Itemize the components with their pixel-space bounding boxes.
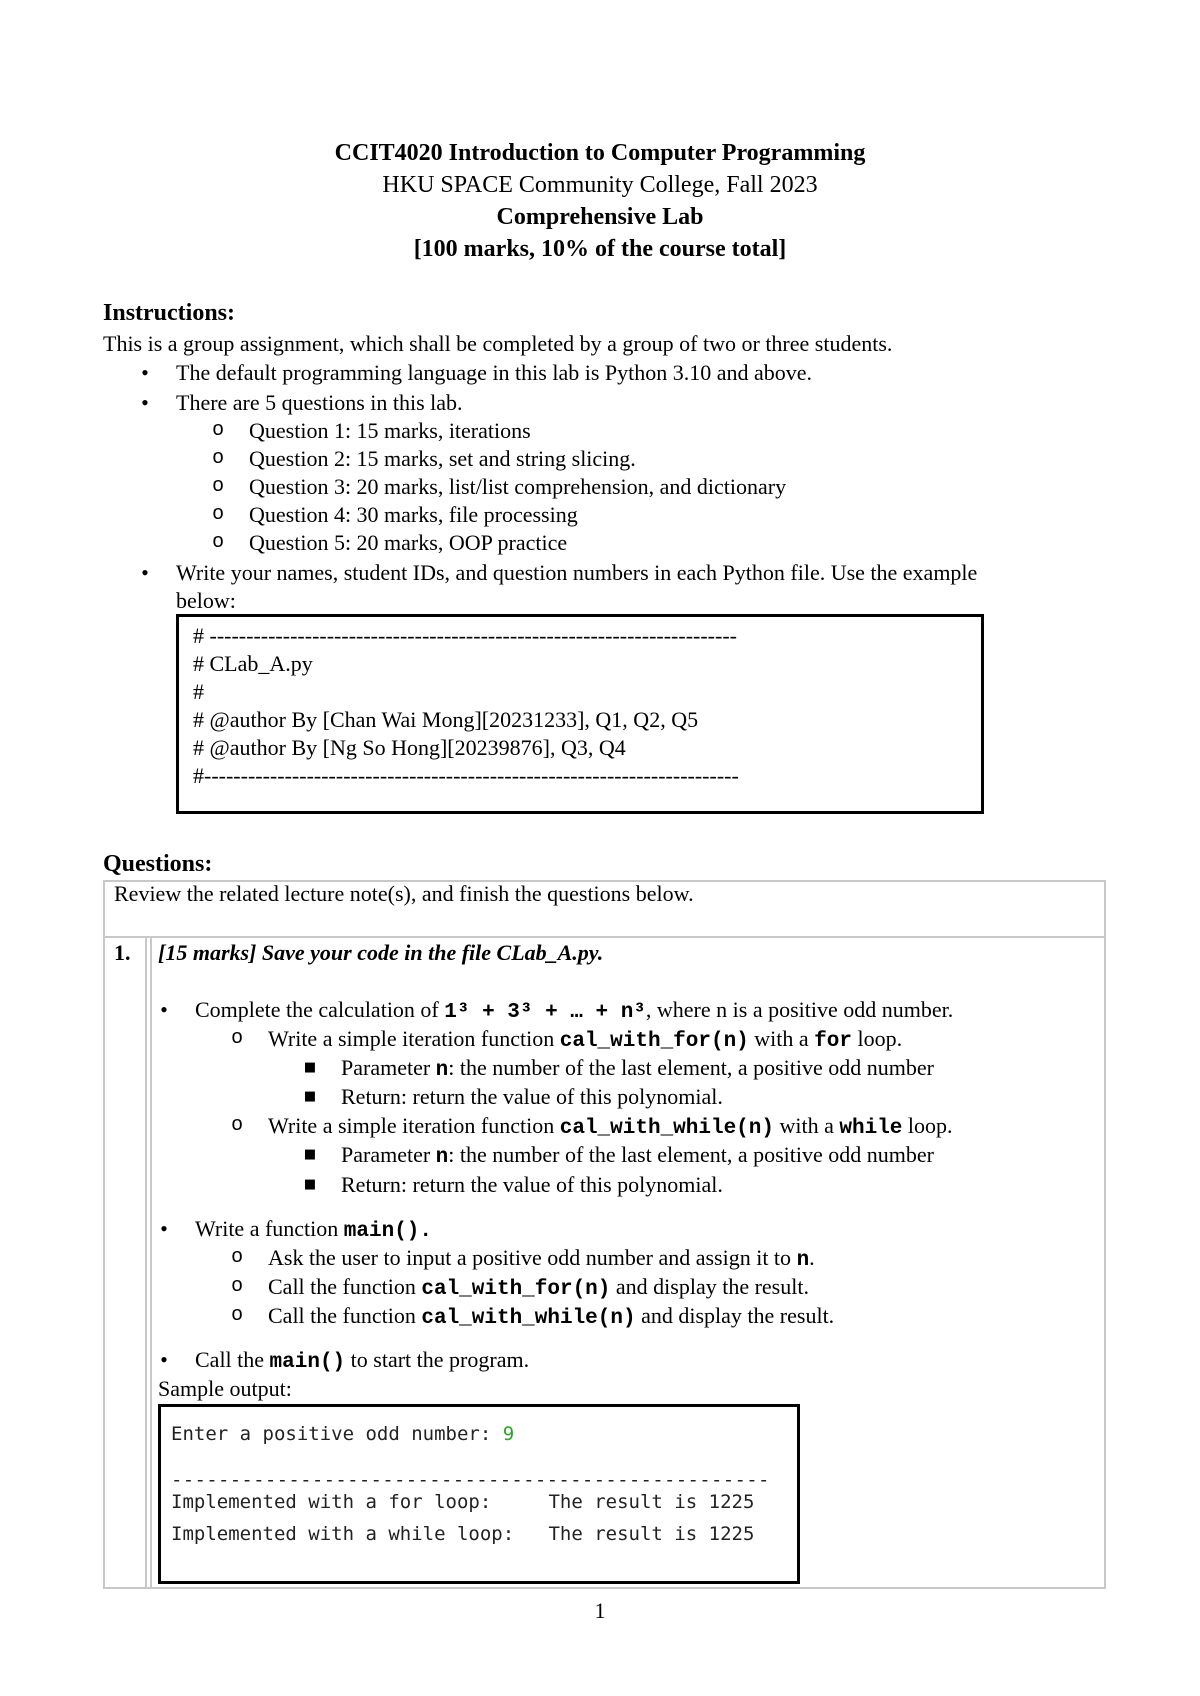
sample-output-terminal <box>158 1404 800 1584</box>
text: and display the result. <box>635 1303 835 1328</box>
text: . <box>809 1245 815 1270</box>
text: with a <box>774 1113 840 1138</box>
hollow-bullet-icon: o <box>231 1026 243 1048</box>
text: Parameter <box>341 1142 436 1167</box>
instructions-intro: This is a group assignment, which shall be completed by a group of two or three students. <box>103 331 893 356</box>
example-line: # @author By [Ng So Hong][20239876], Q3, Q4 <box>193 735 626 760</box>
function-code: main() <box>269 1351 346 1374</box>
text: : the number of the last element, a positive odd number <box>448 1055 934 1080</box>
text: Parameter <box>341 1055 436 1080</box>
terminal-result-for: Implemented with a for loop: The result is 1225 <box>171 1491 755 1513</box>
terminal-prompt: Enter a positive odd number: <box>171 1423 503 1445</box>
keyword-code: for <box>814 1030 852 1053</box>
q1-param-for <box>341 1055 934 1082</box>
bullet-icon: • <box>160 1216 168 1241</box>
keyword-code: while <box>839 1117 903 1140</box>
terminal-input-value: 9 <box>502 1423 515 1445</box>
example-line: #------------------------------------------------------------------------- <box>193 763 739 788</box>
questions-heading: Questions: <box>103 851 213 877</box>
text: Ask the user to input a positive odd number and assign it to <box>268 1245 797 1270</box>
q1-return-while: Return: return the value of this polynomial. <box>341 1172 723 1197</box>
param-code: n <box>796 1249 810 1272</box>
question-summary-item: Question 5: 20 marks, OOP practice <box>249 530 568 555</box>
q1-main-step-1 <box>268 1245 815 1272</box>
instruction-bullet-2: There are 5 questions in this lab. <box>176 390 463 415</box>
question-number: 1. <box>114 940 131 965</box>
hollow-bullet-icon: o <box>231 1303 243 1325</box>
q1-bullet-main <box>195 1216 432 1243</box>
instruction-bullet-3-line1: Write your names, student IDs, and question numbers in each Python file. Use the example <box>176 560 978 585</box>
example-line: # <box>193 679 204 704</box>
example-line: # @author By [Chan Wai Mong][20231233], Q1, Q2, Q5 <box>193 707 699 732</box>
q1-bullet-calculation <box>195 997 953 1024</box>
q1-main-step-2 <box>268 1274 809 1301</box>
instruction-bullet-1: The default programming language in this lab is Python 3.10 and above. <box>176 360 813 385</box>
param-code: n <box>435 1146 449 1169</box>
square-bullet-icon: ■ <box>303 1177 317 1192</box>
hollow-bullet-icon: o <box>212 474 224 496</box>
example-line: # ------------------------------------------------------------------------ <box>193 623 737 648</box>
page-number: 1 <box>594 1598 606 1623</box>
text: , where n is a positive odd number. <box>645 997 954 1022</box>
text: Call the function <box>268 1274 422 1299</box>
text: loop. <box>851 1026 903 1051</box>
q1-bullet-call-main <box>195 1347 529 1374</box>
bullet-icon: • <box>160 997 168 1022</box>
function-code: main(). <box>343 1220 432 1243</box>
text: : the number of the last element, a positive odd number <box>448 1142 934 1167</box>
bullet-icon: • <box>141 560 149 585</box>
question-summary-item: Question 4: 30 marks, file processing <box>249 502 578 527</box>
example-header-box <box>176 614 984 814</box>
text: Write a simple iteration function <box>268 1026 560 1051</box>
lab-name: Comprehensive Lab <box>496 204 704 230</box>
sample-output-label: Sample output: <box>158 1376 292 1401</box>
q1-param-while <box>341 1142 934 1169</box>
hollow-bullet-icon: o <box>231 1274 243 1296</box>
text: Complete the calculation of <box>195 997 445 1022</box>
text: to start the program. <box>345 1347 530 1372</box>
hollow-bullet-icon: o <box>212 446 224 468</box>
text: Write a simple iteration function <box>268 1113 560 1138</box>
text: and display the result. <box>610 1274 809 1299</box>
instructions-heading: Instructions: <box>103 300 236 326</box>
bullet-icon: • <box>141 390 149 415</box>
bullet-icon: • <box>160 1347 168 1372</box>
example-line: # CLab_A.py <box>193 651 313 676</box>
function-code: cal_with_while(n) <box>421 1307 636 1330</box>
course-title: CCIT4020 Introduction to Computer Programming <box>334 140 866 166</box>
function-code: cal_with_for(n) <box>421 1278 611 1301</box>
questions-intro: Review the related lecture note(s), and finish the questions below. <box>114 881 694 906</box>
instruction-bullet-3-line2: below: <box>176 588 236 613</box>
question-summary-item: Question 3: 20 marks, list/list comprehension, and dictionary <box>249 474 787 499</box>
table-divider <box>103 936 1106 938</box>
college-line: HKU SPACE Community College, Fall 2023 <box>382 172 818 198</box>
question-title: [15 marks] Save your code in the file CLab_A.py. <box>158 940 604 965</box>
text: Call the <box>195 1347 270 1372</box>
table-column-divider <box>150 936 152 1589</box>
q1-return-for: Return: return the value of this polynomial. <box>341 1084 723 1109</box>
q1-sub-for <box>268 1026 902 1053</box>
terminal-result-while: Implemented with a while loop: The result is 1225 <box>171 1523 755 1545</box>
function-code: cal_with_for(n) <box>559 1030 749 1053</box>
hollow-bullet-icon: o <box>212 530 224 552</box>
q1-main-step-3 <box>268 1303 834 1330</box>
text: loop. <box>902 1113 953 1138</box>
hollow-bullet-icon: o <box>231 1245 243 1267</box>
question-summary-item: Question 2: 15 marks, set and string slicing. <box>249 446 636 471</box>
marks-line: [100 marks, 10% of the course total] <box>413 236 787 262</box>
table-column-divider <box>145 936 147 1589</box>
formula-code: 1³ + 3³ + … + n³ <box>444 1001 646 1024</box>
text: with a <box>748 1026 815 1051</box>
hollow-bullet-icon: o <box>212 502 224 524</box>
terminal-prompt-line <box>171 1423 514 1445</box>
square-bullet-icon: ■ <box>303 1089 317 1104</box>
text: Write a function <box>195 1216 344 1241</box>
terminal-separator: --------------------------------------------------- <box>171 1469 770 1491</box>
hollow-bullet-icon: o <box>212 418 224 440</box>
text: Call the function <box>268 1303 422 1328</box>
question-summary-item: Question 1: 15 marks, iterations <box>249 418 531 443</box>
square-bullet-icon: ■ <box>303 1147 317 1162</box>
hollow-bullet-icon: o <box>231 1113 243 1135</box>
q1-sub-while <box>268 1113 953 1140</box>
function-code: cal_with_while(n) <box>559 1117 774 1140</box>
param-code: n <box>435 1059 449 1082</box>
square-bullet-icon: ■ <box>303 1060 317 1075</box>
bullet-icon: • <box>141 360 149 385</box>
